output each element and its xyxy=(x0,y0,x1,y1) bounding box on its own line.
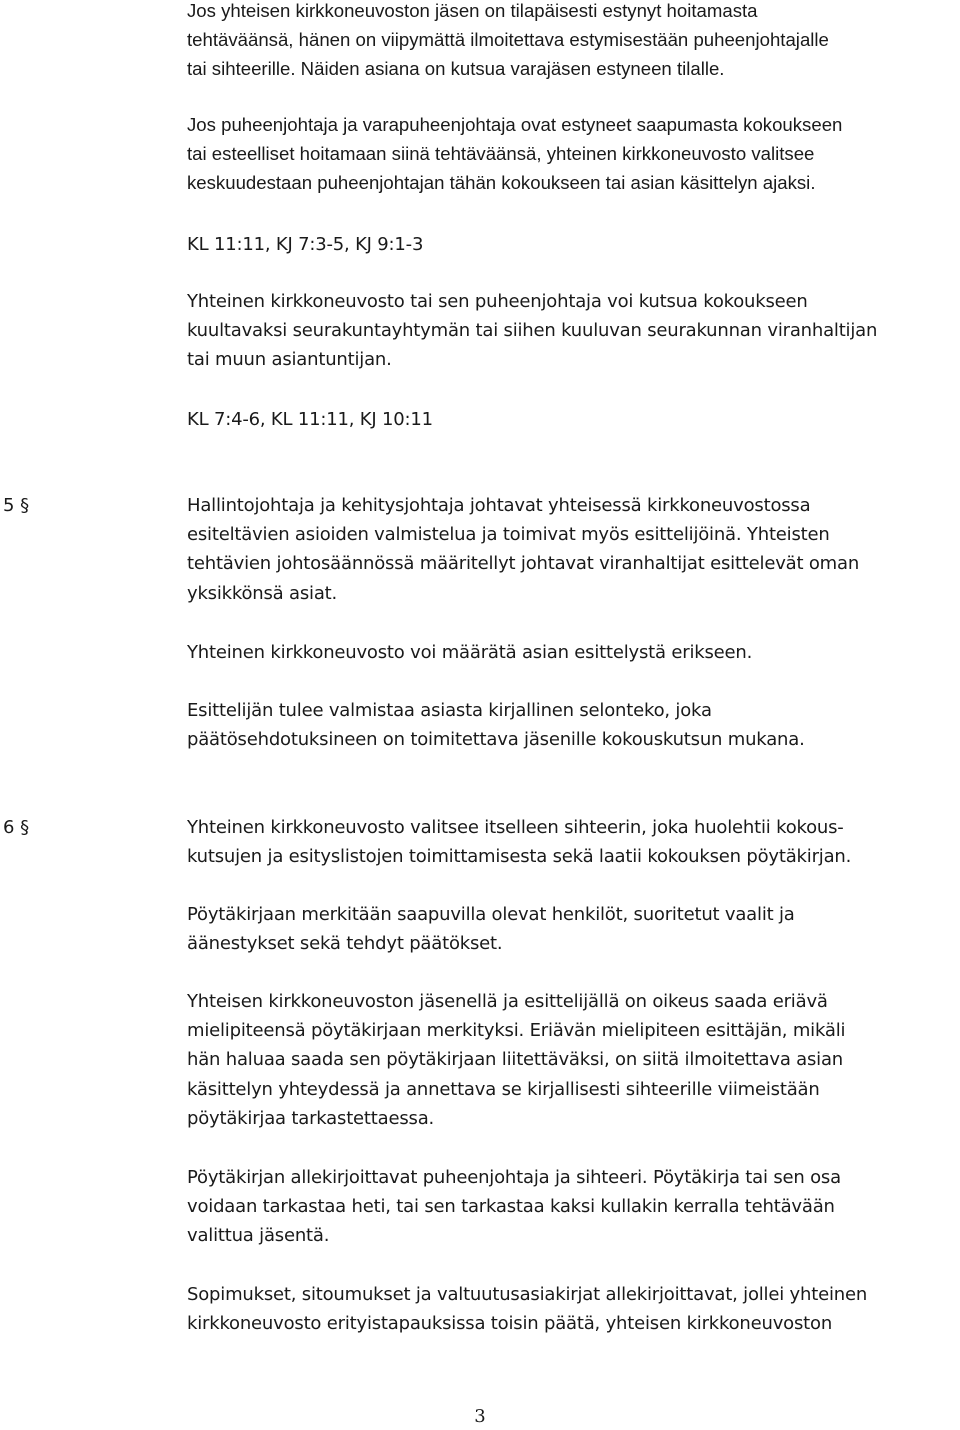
section-5-paragraph-3: Esittelijän tulee valmistaa asiasta kirjallinen selonteko, joka päätösehdotuksineen on toimitettava jäsenille kokouskutsun mukana. xyxy=(187,700,805,751)
section-6-paragraph-5: Sopimukset, sitoumukset ja valtuutusasiakirjat allekirjoittavat, jollei yhteinen kirkkoneuvosto erityistapauksissa toisin päätä, yhteisen kirkkoneuvoston xyxy=(187,1284,868,1335)
section-6-paragraph-1: Yhteinen kirkkoneuvosto valitsee itselleen sihteerin, joka huolehtii kokous- kutsujen ja esityslistojen toimittamisesta sekä laatii kokouksen pöytäkirjan. xyxy=(187,817,852,868)
legal-reference-2: KL 7:4-6, KL 11:11, KJ 10:11 xyxy=(187,409,433,430)
section-6-paragraph-4: Pöytäkirjan allekirjoittavat puheenjohtaja ja sihteeri. Pöytäkirja tai sen osa voidaan tarkastaa heti, tai sen tarkastaa kaksi kullakin kerralla tehtävään valittua jäsentä. xyxy=(187,1167,841,1247)
section-number-5: 5 § xyxy=(3,495,30,516)
section-5-paragraph-2: Yhteinen kirkkoneuvosto voi määrätä asian esittelystä erikseen. xyxy=(187,642,753,663)
paragraph-chair-absence: Jos puheenjohtaja ja varapuheenjohtaja ovat estyneet saapumasta kokoukseen tai esteelliset hoitamaan siinä tehtäväänsä, yhteinen kirkkoneuvosto valitsee keskuudestaan puheenjohtajan tähän kokoukseen tai asian käsittelyn ajaksi. xyxy=(187,114,843,194)
paragraph-experts: Yhteinen kirkkoneuvosto tai sen puheenjohtaja voi kutsua kokoukseen kuultavaksi seurakuntayhtymän tai siihen kuuluvan seurakunnan viranhaltijan tai muun asiantuntijan. xyxy=(187,291,878,371)
section-number-6: 6 § xyxy=(3,817,30,838)
page-number: 3 xyxy=(474,1406,486,1427)
section-5-paragraph-1: Hallintojohtaja ja kehitysjohtaja johtavat yhteisessä kirkkoneuvostossa esiteltävien asioiden valmistelua ja toimivat myös esittelijöinä. Yhteisten tehtävien johtosäännössä määritellyt johtavat viranhaltijat esittelevät oman yksikkönsä asiat. xyxy=(187,495,860,604)
section-6-paragraph-2: Pöytäkirjaan merkitään saapuvilla olevat henkilöt, suoritetut vaalit ja äänestykset sekä tehdyt päätökset. xyxy=(187,904,795,955)
legal-reference-1: KL 11:11, KJ 7:3-5, KJ 9:1-3 xyxy=(187,234,424,255)
section-6-paragraph-3: Yhteisen kirkkoneuvoston jäsenellä ja esittelijällä on oikeus saada eriävä mielipiteensä pöytäkirjaan merkityksi. Eriävän mielipiteen esittäjän, mikäli hän haluaa saada sen pöytäkirjaan liitettäväksi, on siitä ilmoitettava asian käsittelyn yhteydessä ja annettava se kirjallisesti sihteerille viimeistään pöytäkirjaa tarkastettaessa. xyxy=(187,991,846,1129)
paragraph-substitute-member: Jos yhteisen kirkkoneuvoston jäsen on tilapäisesti estynyt hoitamasta tehtäväänsä, hänen on viipymättä ilmoitettava estymisestään puheenjohtajalle tai sihteerille. Näiden asiana on kutsua varajäsen estyneen tilalle. xyxy=(187,0,829,80)
